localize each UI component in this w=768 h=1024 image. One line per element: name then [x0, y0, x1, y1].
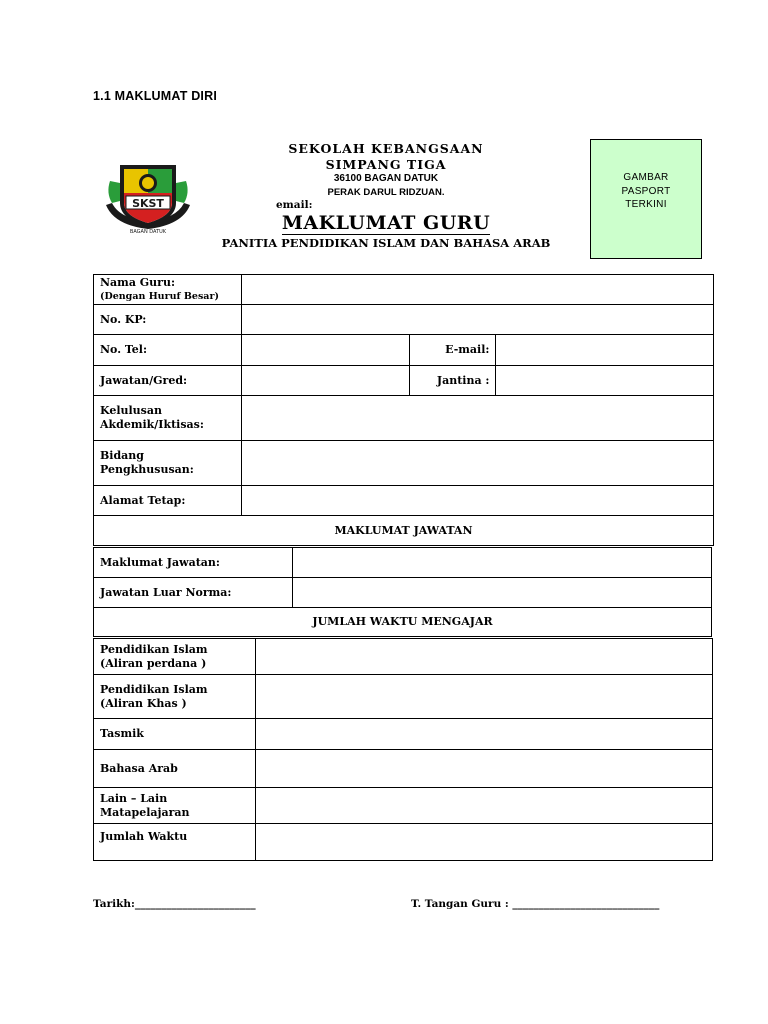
photo-label-line3: TERKINI [625, 199, 667, 210]
waktu-mengajar-table [93, 638, 713, 861]
school-address-line1: 36100 BAGAN DATUK [333, 173, 439, 184]
field-pi-perdana[interactable] [255, 639, 712, 675]
field-bidang[interactable] [241, 441, 713, 486]
label-pi-khas: Pendidikan Islam (Aliran Khas ) [94, 675, 256, 719]
photo-label-line2: PASPORT [621, 185, 671, 197]
label-jumlah-waktu: Jumlah Waktu [94, 824, 256, 861]
teacher-signature-line[interactable]: T. Tangan Guru : ____________________________ [411, 898, 660, 910]
label-kelulusan: Kelulusan Akdemik/Iktisas: [94, 396, 242, 441]
tarikh-signature-line[interactable]: Tarikh:_______________________ [93, 898, 256, 910]
label-jawatan-gred: Jawatan/Gred: [94, 366, 242, 396]
field-no-kp[interactable] [241, 305, 713, 335]
document-title [250, 212, 522, 234]
school-address-line2: PERAK DARUL RIDZUAN. [327, 187, 445, 198]
label-bidang: Bidang Pengkhususan: [94, 441, 242, 486]
photo-label-line1: GAMBAR [623, 172, 669, 183]
field-jawatan-gred[interactable] [241, 366, 409, 396]
jawatan-table [93, 547, 712, 637]
label-tasmik: Tasmik [94, 719, 256, 750]
field-bahasa-arab[interactable] [255, 750, 712, 788]
field-lain-lain[interactable] [255, 788, 712, 824]
document-title-text: MAKLUMAT GURU [281, 212, 491, 234]
email-label: email: [276, 199, 313, 211]
field-nama-guru[interactable] [241, 275, 713, 305]
label-nama-guru: Nama Guru: (Dengan Huruf Besar) [94, 275, 242, 305]
personal-info-table [93, 274, 714, 546]
section-heading: 1.1 MAKLUMAT DIRI [93, 89, 217, 103]
field-jantina[interactable] [496, 366, 714, 396]
label-lain-lain: Lain – Lain Matapelajaran [94, 788, 256, 824]
field-no-tel[interactable] [241, 335, 409, 366]
field-jumlah-waktu[interactable] [255, 824, 712, 861]
passport-photo-box[interactable] [590, 139, 702, 259]
field-tasmik[interactable] [255, 719, 712, 750]
document-subtitle: PANITIA PENDIDIKAN ISLAM DAN BAHASA ARAB [221, 236, 551, 250]
school-logo [104, 163, 192, 243]
label-pi-perdana: Pendidikan Islam (Aliran perdana ) [94, 639, 256, 675]
school-name-line2: SIMPANG TIGA [325, 157, 447, 172]
label-jawatan-luar-norma: Jawatan Luar Norma: [94, 578, 293, 608]
section-maklumat-jawatan: MAKLUMAT JAWATAN [94, 516, 714, 546]
label-email: E-mail: [409, 335, 496, 366]
label-maklumat-jawatan: Maklumat Jawatan: [94, 548, 293, 578]
field-email[interactable] [496, 335, 714, 366]
label-bahasa-arab: Bahasa Arab [94, 750, 256, 788]
logo-place: BAGAN DATUK [129, 229, 167, 235]
school-name [250, 141, 522, 173]
label-jantina: Jantina : [409, 366, 496, 396]
label-no-tel: No. Tel: [94, 335, 242, 366]
school-name-line1: SEKOLAH KEBANGSAAN [288, 141, 484, 156]
label-no-kp: No. KP: [94, 305, 242, 335]
field-alamat[interactable] [241, 486, 713, 516]
label-alamat: Alamat Tetap: [94, 486, 242, 516]
field-kelulusan[interactable] [241, 396, 713, 441]
section-jumlah-waktu: JUMLAH WAKTU MENGAJAR [94, 608, 712, 637]
field-maklumat-jawatan[interactable] [292, 548, 711, 578]
field-pi-khas[interactable] [255, 675, 712, 719]
label-nama-note: (Dengan Huruf Besar) [100, 290, 219, 302]
field-jawatan-luar-norma[interactable] [292, 578, 711, 608]
logo-text: SKST [132, 197, 164, 210]
